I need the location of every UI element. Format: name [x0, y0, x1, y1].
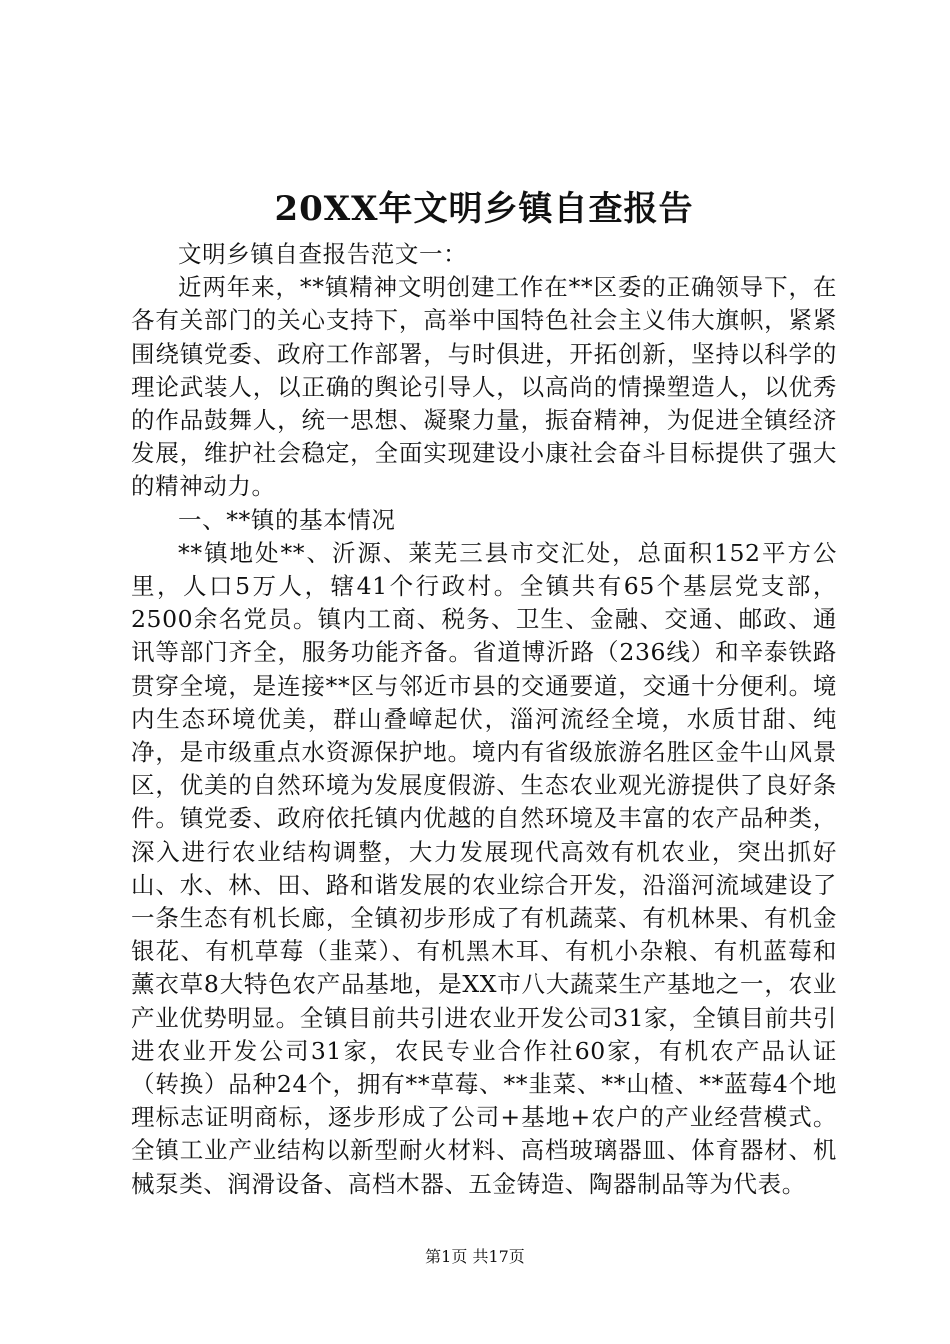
document-body	[131, 180, 837, 1201]
intro-line: 文明乡镇自查报告范文一：	[178, 240, 468, 268]
overview-paragraph: 近两年来，**镇精神文明创建工作在**区委的正确领导下，在各有关部门的关心支持下，高举中国特色社会主义伟大旗帜，紧紧围绕镇党委、政府工作部署，与时俱进，开拓创新，坚持以科学的理论武装人，以正确的舆论引导人，以高尚的情操塑造人，以优秀的作品鼓舞人，统一思想、凝聚力量，振奋精神，为促进全镇经济发展，维护社会稳定，全面实现建设小康社会奋斗目标提供了强大的精神动力。	[131, 273, 837, 501]
section-heading: 一、**镇的基本情况	[178, 505, 396, 534]
page-number-footer: 第1页 共17页	[425, 1247, 525, 1266]
document-title: 20XX年文明乡镇自查报告	[274, 189, 694, 229]
basic-situation-paragraph: **镇地处**、沂源、莱芜三县市交汇处，总面积152平方公里，人口5万人，辖41个行政村。全镇共有65个基层党支部，2500余名党员。镇内工商、税务、卫生、金融、交通、邮政、通讯等部门齐全，服务功能齐备。省道博沂路（236线）和辛泰铁路贯穿全境，是连接**区与邻近市县的交通要道，交通十分便利。境内生态环境优美，群山叠嶂起伏，淄河流经全境，水质甘甜、纯净，是市级重点水资源保护地。境内有省级旅游名胜区金牛山风景区，优美的自然环境为发展度假游、生态农业观光游提供了良好条件。镇党委、政府依托镇内优越的自然环境及丰富的农产品种类，深入进行农业结构调整，大力发展现代高效有机农业，突出抓好山、水、林、田、路和谐发展的农业综合开发，沿淄河流域建设了一条生态有机长廊，全镇初步形成了有机蔬菜、有机林果、有机金银花、有机草莓（韭菜）、有机黑木耳、有机小杂粮、有机蓝莓和薰衣草8大特色农产品基地，是XX市八大蔬菜生产基地之一，农业产业优势明显。全镇目前共引进农业开发公司31家，全镇目前共引进农业开发公司31家，农民专业合作社60家，有机农产品认证（转换）品种24个，拥有**草莓、**韭菜、**山楂、**蓝莓4个地理标志证明商标，逐步形成了公司+基地+农户的产业经营模式。全镇工业产业结构以新型耐火材料、高档玻璃器皿、体育器材、机械泵类、润滑设备、高档木器、五金铸造、陶器制品等为代表。	[131, 538, 837, 1198]
